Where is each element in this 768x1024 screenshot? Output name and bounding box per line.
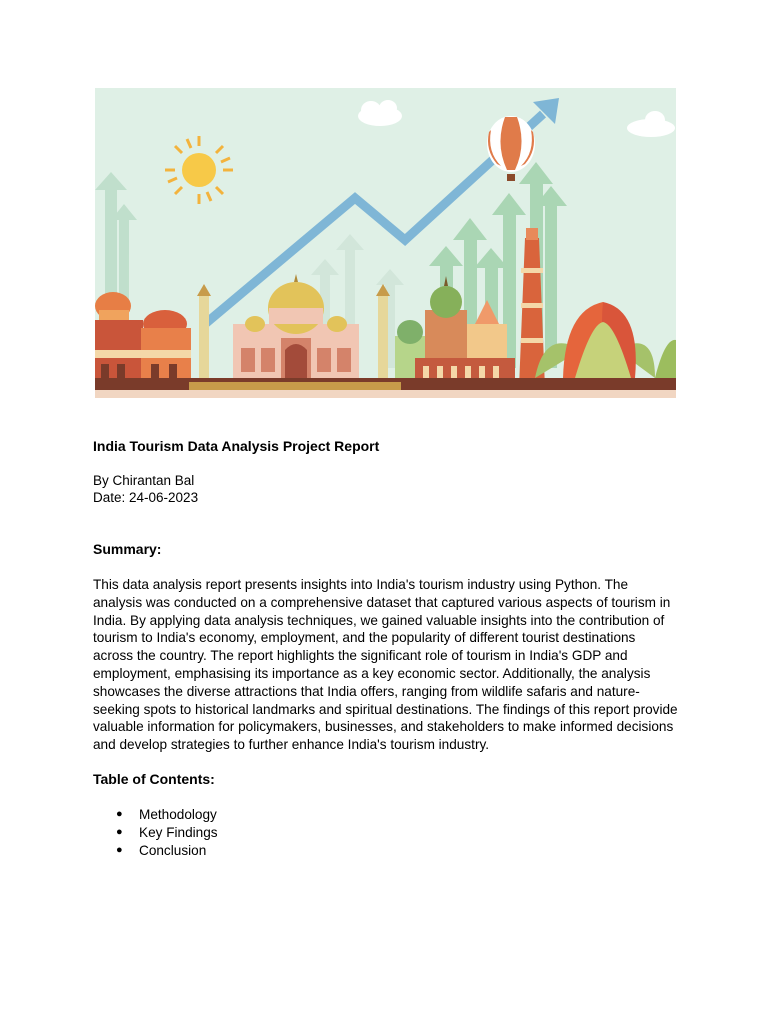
toc-item-methodology: ● Methodology: [116, 807, 217, 822]
bullet-icon: ●: [116, 843, 123, 856]
summary-heading: Summary:: [93, 541, 162, 557]
bullet-icon: ●: [116, 808, 123, 820]
report-title: India Tourism Data Analysis Project Report: [93, 438, 380, 454]
summary-paragraph: This data analysis report presents insights into India's tourism industry using Python. The analysis was conducted on a comprehensive dataset that captured various aspects of tourism in India. By applying data analysis techniques, we gained valuable insights into the contribution of tourism to India's economy, employment, and the popularity of different tourist destinations across the country. The report highlights the significant role of tourism in India's GDP and employment, emphasising its importance as a key economic sector. Additionally, the analysis showcases the diverse attractions that India offers, ranging from wildlife safaris and nature-seeking spots to historical landmarks and spiritual destinations. The findings of this report provide valuable information for policymakers, businesses, and stakeholders to make informed decisions and develop strategies to further enhance India's tourism industry.: [93, 577, 678, 753]
toc-heading: Table of Contents:: [93, 771, 215, 787]
toc-item-key-findings: ● Key Findings: [116, 824, 218, 840]
table-of-contents: [93, 806, 218, 859]
hero-illustration: [95, 88, 676, 398]
report-author: By Chirantan Bal: [93, 473, 195, 488]
toc-item-conclusion: ● Conclusion: [116, 842, 207, 858]
india-tourism-growth-illustration: [95, 88, 676, 398]
report-date: Date: 24-06-2023: [93, 490, 199, 505]
report-meta: [93, 472, 198, 506]
bullet-icon: ●: [116, 825, 123, 838]
